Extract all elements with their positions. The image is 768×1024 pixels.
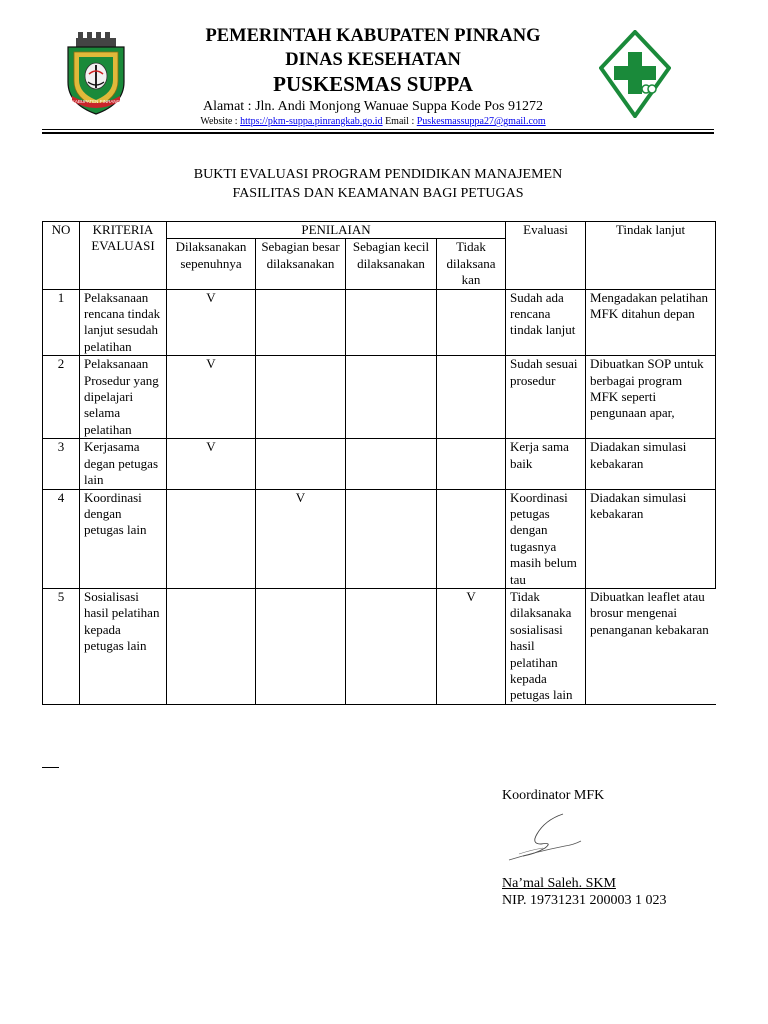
- row-tindak-lanjut: Diadakan simulasi kebakaran: [586, 439, 716, 489]
- row-evaluasi: Tidak dilaksanaka sosialisasi hasil pelatihan kepada petugas lain: [506, 588, 586, 704]
- header-sebagian-kecil: Sebagian kecil dilaksanakan: [346, 239, 437, 289]
- evaluation-table: [42, 221, 716, 705]
- header-kriteria: KRITERIA EVALUASI: [80, 222, 167, 290]
- header-evaluasi: Evaluasi: [506, 222, 586, 290]
- row-kriteria: Sosialisasi hasil pelatihan kepada petugas lain: [80, 588, 167, 704]
- row-check-sebagian-besar: [256, 588, 346, 704]
- table-row: [43, 356, 716, 439]
- table-row: [43, 588, 716, 704]
- row-no: 2: [43, 356, 80, 439]
- crest-castle-icon: [76, 32, 116, 47]
- row-check-sebagian-besar: V: [256, 489, 346, 588]
- table-header-row: [43, 222, 716, 239]
- row-kriteria: Koordinasi dengan petugas lain: [80, 489, 167, 588]
- website-label: Website :: [200, 116, 241, 127]
- header-tindak-lanjut: Tindak lanjut: [586, 222, 716, 290]
- email-link[interactable]: Puskesmassuppa27@gmail.com: [416, 116, 546, 127]
- website-link[interactable]: https://pkm-suppa.pinrangkab.go.id: [240, 116, 383, 127]
- header-rule-thick: [42, 132, 714, 134]
- row-no: 1: [43, 289, 80, 356]
- pinrang-crest-logo: [62, 30, 130, 116]
- row-check-tidak: V: [437, 588, 506, 704]
- header-contact: [150, 117, 596, 127]
- row-check-sebagian-besar: [256, 439, 346, 489]
- crest-emblem-icon: [85, 63, 107, 89]
- row-check-sebagian-kecil: [346, 356, 437, 439]
- document-title-line2: FASILITAS DAN KEAMANAN BAGI PETUGAS: [232, 186, 524, 201]
- table-row: [43, 489, 716, 588]
- row-check-sebagian-besar: [256, 289, 346, 356]
- row-kriteria: Pelaksanaan rencana tindak lanjut sesudah pelatihan: [80, 289, 167, 356]
- header-rule-thin: [42, 129, 714, 130]
- row-no: 3: [43, 439, 80, 489]
- row-no: 5: [43, 588, 80, 704]
- document-title-line1: BUKTI EVALUASI PROGRAM PENDIDIKAN MANAJEMEN: [193, 167, 563, 182]
- row-check-sepenuhnya: V: [167, 439, 256, 489]
- row-check-tidak: [437, 439, 506, 489]
- header-dilaksanakan-sepenuhnya: Dilaksanakan sepenuhnya: [167, 239, 256, 289]
- logo-rings-icon: [642, 85, 656, 93]
- row-tindak-lanjut: Diadakan simulasi kebakaran: [586, 489, 716, 588]
- row-tindak-lanjut: Dibuatkan SOP untuk berbagai program MFK seperti pengunaan apar,: [586, 356, 716, 439]
- row-evaluasi: Sudah sesuai prosedur: [506, 356, 586, 439]
- row-check-sebagian-kecil: [346, 289, 437, 356]
- row-check-sepenuhnya: [167, 588, 256, 704]
- header-department: DINAS KESEHATAN: [285, 50, 461, 70]
- row-evaluasi: Kerja sama baik: [506, 439, 586, 489]
- signature-name: Na’mal Saleh. SKM: [502, 876, 616, 891]
- crest-ribbon-text: KABUPATEN PINRANG: [71, 99, 121, 104]
- header-sebagian-besar: Sebagian besar dilaksanakan: [256, 239, 346, 289]
- row-check-tidak: [437, 356, 506, 439]
- puskesmas-logo: [599, 30, 671, 118]
- footnote-dash: [42, 767, 59, 768]
- row-kriteria: Kerjasama degan petugas lain: [80, 439, 167, 489]
- row-no: 4: [43, 489, 80, 588]
- row-check-sepenuhnya: [167, 489, 256, 588]
- header-address: Alamat : Jln. Andi Monjong Wanuae Suppa Kode Pos 91272: [202, 99, 544, 114]
- header-institution: PUSKESMAS SUPPA: [273, 72, 473, 96]
- row-check-sepenuhnya: V: [167, 289, 256, 356]
- row-check-sebagian-kecil: [346, 588, 437, 704]
- row-kriteria: Pelaksanaan Prosedur yang dipelajari selama pelatihan: [80, 356, 167, 439]
- table-row: [43, 289, 716, 356]
- header-tidak-dilaksanakan: Tidak dilaksana kan: [437, 239, 506, 289]
- row-check-sepenuhnya: V: [167, 356, 256, 439]
- handwritten-signature: [505, 808, 585, 866]
- table-row: [43, 439, 716, 489]
- row-check-tidak: [437, 489, 506, 588]
- signature-role: Koordinator MFK: [502, 788, 605, 803]
- row-check-sebagian-kecil: [346, 439, 437, 489]
- header-government: PEMERINTAH KABUPATEN PINRANG: [205, 26, 541, 46]
- row-check-sebagian-besar: [256, 356, 346, 439]
- email-label: Email :: [382, 116, 417, 127]
- row-evaluasi: Sudah ada rencana tindak lanjut: [506, 289, 586, 356]
- row-tindak-lanjut: Dibuatkan leaflet atau brosur mengenai penanganan kebakaran: [586, 588, 716, 704]
- signature-nip: NIP. 19731231 200003 1 023: [502, 893, 667, 908]
- row-evaluasi: Koordinasi petugas dengan tugasnya masih belum tau: [506, 489, 586, 588]
- row-tindak-lanjut: Mengadakan pelatihan MFK ditahun depan: [586, 289, 716, 356]
- header-penilaian: PENILAIAN: [167, 222, 506, 239]
- row-check-sebagian-kecil: [346, 489, 437, 588]
- row-check-tidak: [437, 289, 506, 356]
- header-no: NO: [43, 222, 80, 290]
